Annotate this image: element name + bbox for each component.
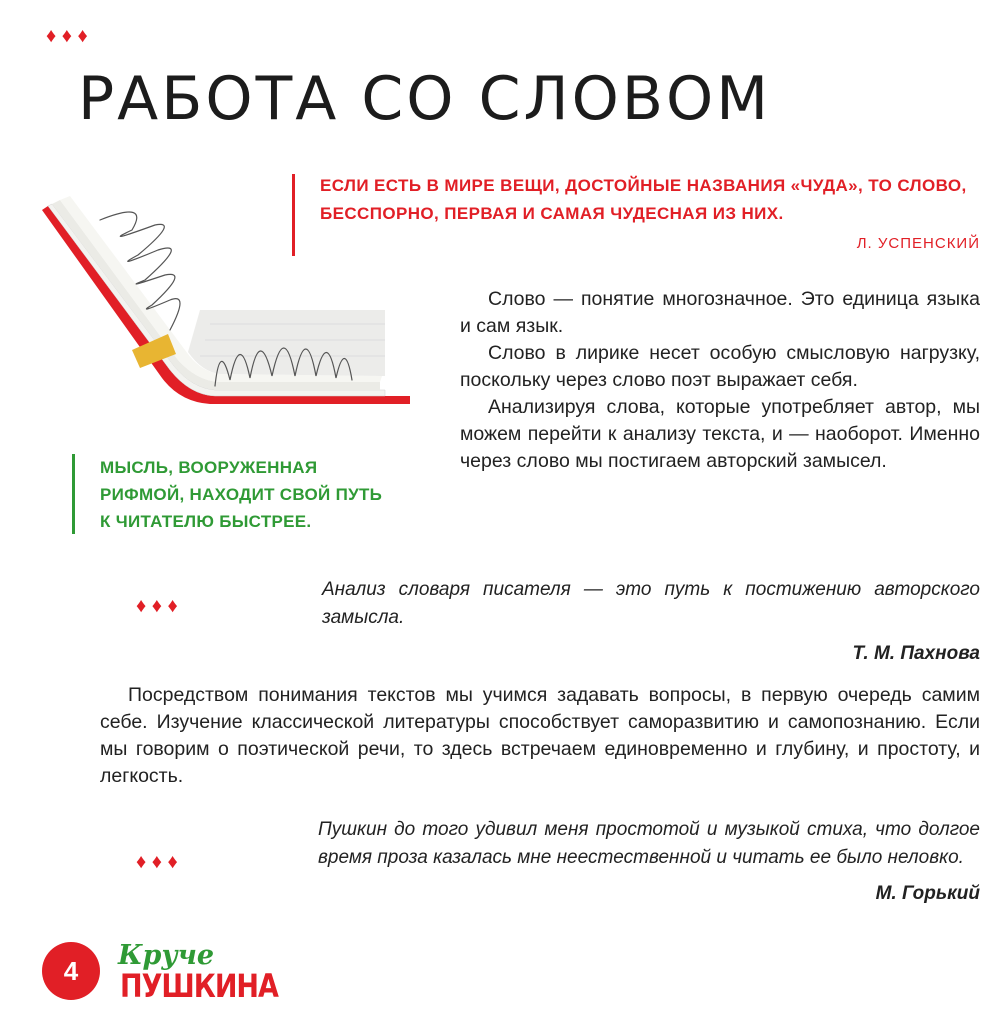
paragraph-1: Слово — понятие многозначное. Это единица языка и сам язык.	[460, 288, 980, 337]
epigraph-uspensky-author: Л. УСПЕНСКИЙ	[856, 235, 980, 252]
decorative-diamonds-top: ♦ ♦ ♦	[46, 25, 88, 47]
page-number: 4	[42, 942, 100, 1000]
quote-pakhnova-text: Анализ словаря писателя — это путь к постижению авторского замысла.	[322, 579, 980, 628]
quote-gorky-author: М. Горький	[875, 883, 980, 904]
quote-gorky-text: Пушкин до того удивил меня простотой и музыкой стиха, что долгое время проза казалась мне неестественной и читать ее было неловко.	[318, 819, 980, 868]
decorative-diamonds-quote1: ♦ ♦ ♦	[136, 595, 178, 617]
page-title: РАБОТА СО СЛОВОМ	[78, 64, 771, 134]
epigraph-green-bar	[72, 454, 75, 534]
paragraph-3: Анализируя слова, которые употребляет автор, мы можем перейти к анализу текста, и — наоборот. Именно через слово мы постигаем авторский замысел.	[460, 396, 980, 472]
epigraph-uspensky-text: ЕСЛИ ЕСТЬ В МИРЕ ВЕЩИ, ДОСТОЙНЫЕ НАЗВАНИЯ «ЧУДА», ТО СЛОВО, БЕССПОРНО, ПЕРВАЯ И САМАЯ ЧУДЕСНАЯ ИЗ НИХ.	[320, 176, 967, 223]
paragraph-2: Слово в лирике несет особую смысловую нагрузку, поскольку через слово поэт выражает себя.	[460, 342, 980, 391]
quote-pakhnova-author: Т. М. Пахнова	[852, 643, 980, 664]
quote-gorky	[318, 816, 980, 908]
logo-pushkina: ПУШКИНА	[120, 968, 278, 1006]
intro-paragraphs	[460, 286, 980, 475]
decorative-diamonds-quote2: ♦ ♦ ♦	[136, 851, 178, 873]
epigraph-uspensky	[320, 172, 980, 258]
quote-pakhnova	[322, 576, 980, 668]
logo-krutche: Круче	[118, 940, 215, 971]
epigraph-rhyme: МЫСЛЬ, ВООРУЖЕННАЯ РИФМОЙ, НАХОДИТ СВОЙ ПУТЬ К ЧИТАТЕЛЮ БЫСТРЕЕ.	[100, 458, 383, 531]
paragraph-full: Посредством понимания текстов мы учимся задавать вопросы, в первую очередь самим себе. Изучение классической литературы способствует саморазвитию и самопознанию. Если мы говорим о поэтической речи, то здесь встречаем единовременно и глубину, и простоту, и легкость.	[100, 684, 980, 787]
epigraph-red-bar	[292, 174, 295, 256]
